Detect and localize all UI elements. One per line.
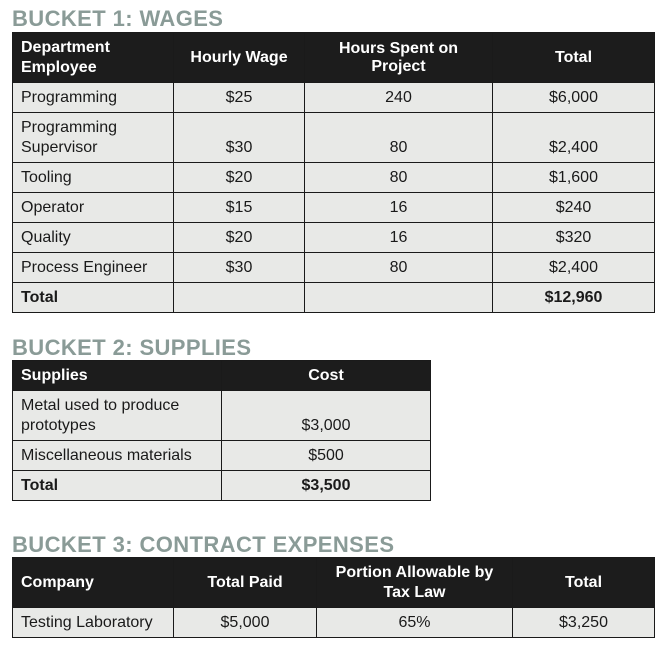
col-cost: Cost xyxy=(222,361,431,391)
cell-total: $320 xyxy=(493,223,655,253)
cell-hours: 80 xyxy=(305,253,493,283)
cell-employee: Process Engineer xyxy=(13,253,174,283)
wages-header-row xyxy=(13,33,655,83)
cell-employee: Programming xyxy=(13,83,174,113)
cell-total: $2,400 xyxy=(493,253,655,283)
bucket1-heading: BUCKET 1: WAGES xyxy=(12,6,224,31)
cell-total: $3,250 xyxy=(513,608,655,638)
cell-total: $2,400 xyxy=(493,113,655,163)
cell-cost: $500 xyxy=(222,441,431,471)
cell-hours: 16 xyxy=(305,193,493,223)
table-row xyxy=(13,193,655,223)
cell-hours: 16 xyxy=(305,223,493,253)
col-total: Total xyxy=(493,33,655,83)
cell-hours: 240 xyxy=(305,83,493,113)
col-hourly-wage: Hourly Wage xyxy=(174,33,305,83)
table-row xyxy=(13,441,431,471)
total-row xyxy=(13,471,431,501)
table-row xyxy=(13,223,655,253)
contract-header-row xyxy=(13,558,655,608)
total-label: Total xyxy=(13,283,174,313)
bucket2-heading: BUCKET 2: SUPPLIES xyxy=(12,335,252,360)
col-supplies: Supplies xyxy=(13,361,222,391)
bucket3-heading: BUCKET 3: CONTRACT EXPENSES xyxy=(12,532,395,557)
col-portion-allowable: Portion Allowable by Tax Law xyxy=(317,558,513,608)
cell-supply: Metal used to produce prototypes xyxy=(13,391,222,441)
table-row xyxy=(13,253,655,283)
table-row xyxy=(13,113,655,163)
cell-wage: $20 xyxy=(174,223,305,253)
cell-employee: Tooling xyxy=(13,163,174,193)
supplies-table xyxy=(12,360,431,501)
cell-hours: 80 xyxy=(305,163,493,193)
cell-total: $1,600 xyxy=(493,163,655,193)
wages-table xyxy=(12,32,655,313)
cell-wage: $20 xyxy=(174,163,305,193)
cell-employee: Programming Supervisor xyxy=(13,113,174,163)
cell-company: Testing Laboratory xyxy=(13,608,174,638)
cell-hours: 80 xyxy=(305,113,493,163)
cell-total: $240 xyxy=(493,193,655,223)
cell-cost: $3,000 xyxy=(222,391,431,441)
cell-portion: 65% xyxy=(317,608,513,638)
cell-wage: $30 xyxy=(174,113,305,163)
table-row xyxy=(13,163,655,193)
col-department-employee: Department Employee xyxy=(13,33,174,83)
table-row xyxy=(13,391,431,441)
table-row xyxy=(13,83,655,113)
cell-wage: $30 xyxy=(174,253,305,283)
cell-total: $6,000 xyxy=(493,83,655,113)
cell-employee: Quality xyxy=(13,223,174,253)
total-value: $12,960 xyxy=(493,283,655,313)
cell-wage: $15 xyxy=(174,193,305,223)
col-total-paid: Total Paid xyxy=(174,558,317,608)
cell-total-paid: $5,000 xyxy=(174,608,317,638)
col-hours-spent: Hours Spent on Project xyxy=(305,33,493,83)
total-label: Total xyxy=(13,471,222,501)
total-empty-cell xyxy=(305,283,493,313)
total-row xyxy=(13,283,655,313)
cell-supply: Miscellaneous materials xyxy=(13,441,222,471)
table-row xyxy=(13,608,655,638)
col-company: Company xyxy=(13,558,174,608)
supplies-header-row xyxy=(13,361,431,391)
total-empty-cell xyxy=(174,283,305,313)
cell-wage: $25 xyxy=(174,83,305,113)
contract-expenses-table xyxy=(12,557,655,638)
total-value: $3,500 xyxy=(222,471,431,501)
cell-employee: Operator xyxy=(13,193,174,223)
col-total: Total xyxy=(513,558,655,608)
